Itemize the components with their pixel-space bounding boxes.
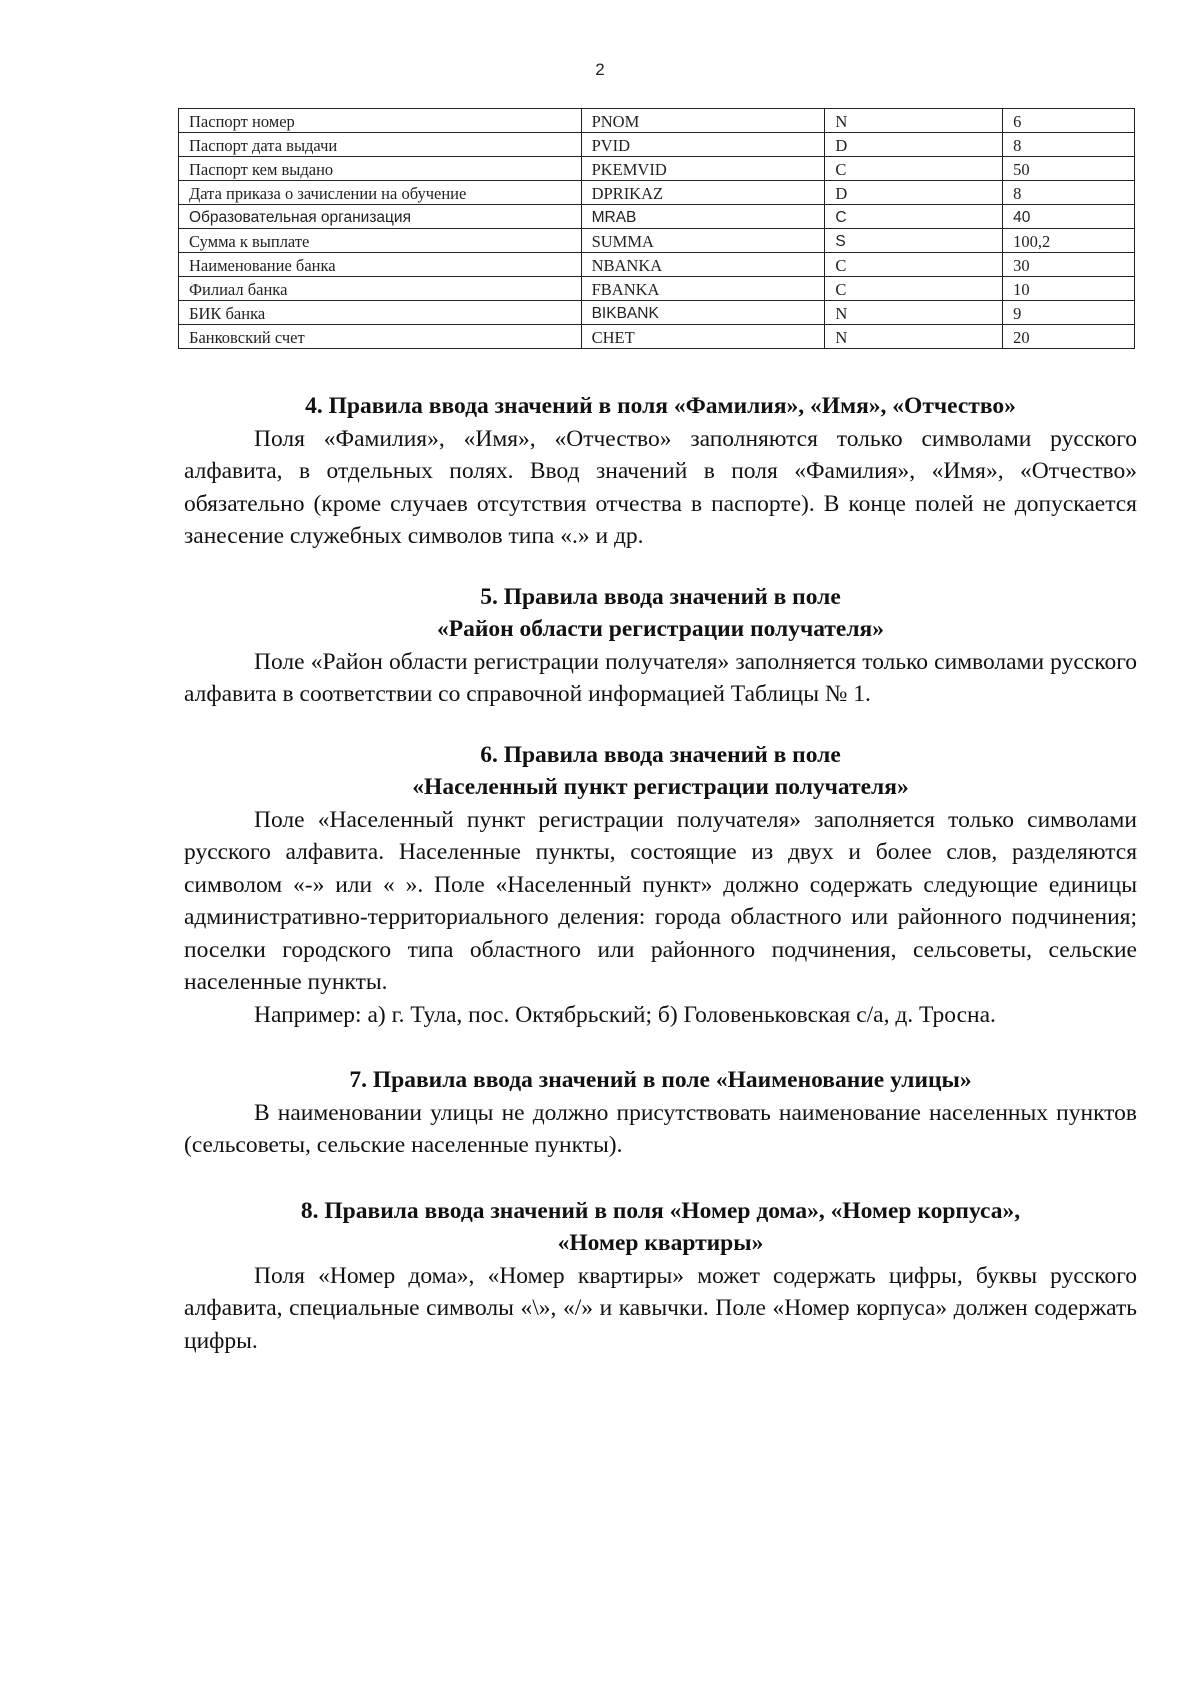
section-8 <box>184 1195 1137 1358</box>
paragraph: Поля «Фамилия», «Имя», «Отчество» заполняются только символами русского алфавита, в отдельных полях. Ввод значений в поля «Фамилия», «Имя», «Отчество» обязательно (кроме случаев отсутствия отчества в паспорте). В конце полей не допускается занесение служебных символов типа «.» и др. <box>184 425 1137 549</box>
table-row <box>179 205 1135 229</box>
field-description: Дата приказа о зачислении на обучение <box>179 181 582 205</box>
table-row <box>179 325 1135 349</box>
table-row <box>179 133 1135 157</box>
section-heading: 4. Правила ввода значений в поля «Фамилия», «Имя», «Отчество» <box>305 393 1016 419</box>
field-code: NBANKA <box>581 253 825 277</box>
paragraph: Поле «Район области регистрации получателя» заполняется только символами русского алфавита в соответствии со справочной информацией Таблицы № 1. <box>184 648 1137 707</box>
field-code: DPRIKAZ <box>581 181 825 205</box>
field-code: PKEMVID <box>581 157 825 181</box>
field-length: 9 <box>1003 301 1135 325</box>
field-length: 10 <box>1003 277 1135 301</box>
table-row <box>179 157 1135 181</box>
field-description: Образовательная организация <box>179 205 582 229</box>
table-row <box>179 109 1135 133</box>
section-heading: 6. Правила ввода значений в поле <box>480 741 841 768</box>
field-code: BIKBANK <box>581 301 825 325</box>
table-row <box>179 277 1135 301</box>
field-code: PVID <box>581 133 825 157</box>
table-row <box>179 253 1135 277</box>
field-description: Филиал банка <box>179 277 582 301</box>
table-row <box>179 181 1135 205</box>
table-row <box>179 229 1135 253</box>
section-heading: «Номер квартиры» <box>557 1230 764 1256</box>
field-type: S <box>825 229 1003 253</box>
section-heading: 7. Правила ввода значений в поле «Наименование улицы» <box>349 1067 972 1093</box>
field-length: 40 <box>1003 205 1135 229</box>
section-heading: 8. Правила ввода значений в поля «Номер дома», «Номер корпуса», <box>300 1197 1021 1224</box>
field-length: 8 <box>1003 181 1135 205</box>
table-row <box>179 301 1135 325</box>
field-code: FBANKA <box>581 277 825 301</box>
field-description: Наименование банка <box>179 253 582 277</box>
field-length: 30 <box>1003 253 1135 277</box>
paragraph: В наименовании улицы не должно присутствовать наименование населенных пунктов (сельсоветы, сельские населенные пункты). <box>184 1099 1137 1158</box>
field-code: CHET <box>581 325 825 349</box>
field-length: 8 <box>1003 133 1135 157</box>
field-description: Паспорт номер <box>179 109 582 133</box>
field-code: MRAB <box>581 205 825 229</box>
field-type: N <box>825 325 1003 349</box>
field-code: PNOM <box>581 109 825 133</box>
section-4 <box>184 390 1137 553</box>
field-description: БИК банка <box>179 301 582 325</box>
field-type: C <box>825 157 1003 181</box>
field-type: N <box>825 109 1003 133</box>
section-heading: «Район области регистрации получателя» <box>436 616 885 642</box>
paragraph: Поле «Населенный пункт регистрации получателя» заполняется только символами русского алфавита. Населенные пункты, состоящие из двух и более слов, разделяются символом «-» или « ». Поле «Населенный пункт» должно содержать следующие единицы административно-территориального деления: города областного или районного подчинения; поселки городского типа областного или районного подчинения, сельсоветы, сельские населенные пункты. <box>184 806 1137 995</box>
field-length: 6 <box>1003 109 1135 133</box>
field-type: C <box>825 205 1003 229</box>
field-description: Банковский счет <box>179 325 582 349</box>
field-type: C <box>825 253 1003 277</box>
section-6 <box>184 739 1137 1032</box>
paragraph: Поля «Номер дома», «Номер квартиры» может содержать цифры, буквы русского алфавита, специальные символы «\», «/» и кавычки. Поле «Номер корпуса» должен содержать цифры. <box>184 1262 1137 1354</box>
fields-table <box>178 108 1135 349</box>
field-description: Паспорт дата выдачи <box>179 133 582 157</box>
section-heading: «Населенный пункт регистрации получателя» <box>412 774 909 800</box>
section-heading: 5. Правила ввода значений в поле <box>480 583 841 610</box>
field-length: 100,2 <box>1003 229 1135 253</box>
field-type: N <box>825 301 1003 325</box>
field-description: Паспорт кем выдано <box>179 157 582 181</box>
field-code: SUMMA <box>581 229 825 253</box>
field-length: 20 <box>1003 325 1135 349</box>
field-type: D <box>825 133 1003 157</box>
paragraph: Например: а) г. Тула, пос. Октябрьский; б) Головеньковская с/а, д. Тросна. <box>254 1001 996 1028</box>
field-type: D <box>825 181 1003 205</box>
section-7 <box>184 1064 1137 1162</box>
section-5 <box>184 581 1137 711</box>
document-body <box>184 390 1137 1357</box>
field-type: C <box>825 277 1003 301</box>
field-description: Сумма к выплате <box>179 229 582 253</box>
page-number: 2 <box>595 60 605 79</box>
field-length: 50 <box>1003 157 1135 181</box>
